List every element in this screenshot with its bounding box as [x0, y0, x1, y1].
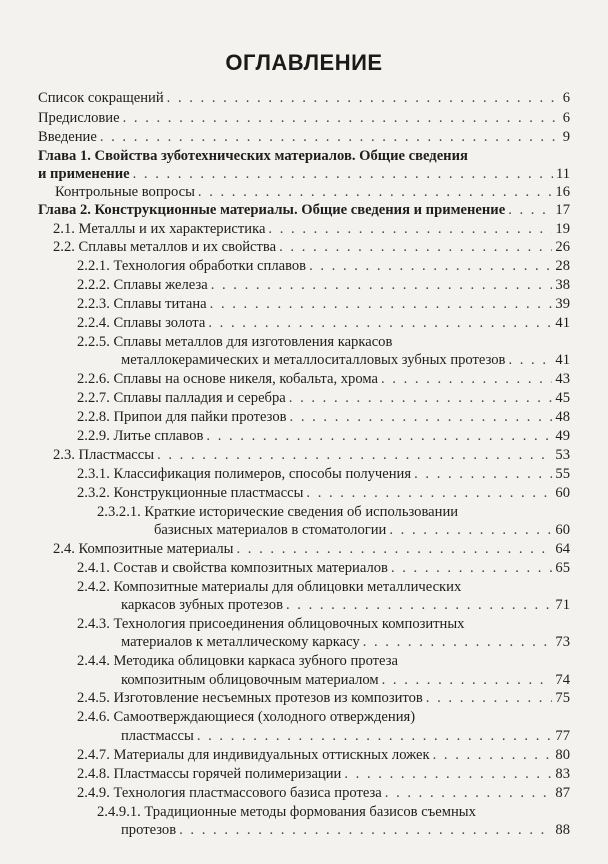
leader-dots — [391, 558, 552, 578]
toc-entry-page: 39 — [555, 296, 570, 312]
leader-dots — [309, 256, 552, 276]
leader-dots — [210, 294, 553, 314]
toc-entry-text: 2.4.9.1. Традиционные методы формования базисов съемных — [97, 804, 476, 820]
toc-entry-text: 2.4.3. Технология присоединения облицовочных композитных — [77, 616, 465, 632]
toc-entry-text: 2.3. Пластмассы — [53, 447, 155, 463]
toc-entry-text: 2.2. Сплавы металлов и их свойства — [53, 239, 277, 255]
toc-entry-text: 2.4.8. Пластмассы горячей полимеризации — [77, 766, 342, 782]
toc-entry-text: базисных материалов в стоматологии — [154, 522, 387, 538]
toc-entry — [77, 294, 570, 314]
toc-entry-text: Введение — [38, 129, 97, 145]
leader-dots — [123, 108, 560, 128]
leader-dots — [208, 313, 552, 333]
toc-entry — [121, 632, 570, 652]
toc-entry-text: 2.2.3. Сплавы титана — [77, 296, 207, 312]
toc-entry-page: 6 — [562, 110, 570, 126]
toc-entry — [77, 332, 392, 352]
toc-entry — [77, 426, 570, 446]
toc-entry-page: 41 — [555, 352, 570, 368]
toc-entry — [53, 219, 570, 239]
leader-dots — [508, 200, 552, 220]
leader-dots — [237, 539, 553, 559]
toc-entry — [121, 350, 570, 370]
toc-entry — [77, 577, 461, 597]
toc-entry-page: 80 — [555, 747, 570, 763]
leader-dots — [179, 820, 552, 840]
toc-entry-page: 49 — [555, 428, 570, 444]
toc-entry-page: 28 — [555, 258, 570, 274]
toc-entry-text: Глава 2. Конструкционные материалы. Общие сведения и применение — [38, 202, 506, 218]
toc-entry — [77, 764, 570, 784]
toc-entry-text: протезов — [121, 822, 177, 838]
toc-entry-text: 2.4.7. Материалы для индивидуальных оттискных ложек — [77, 747, 430, 763]
toc-entry-page: 65 — [555, 560, 570, 576]
toc-entry — [77, 313, 570, 333]
leader-dots — [197, 726, 553, 746]
toc-entry — [77, 745, 570, 765]
leader-dots — [279, 237, 552, 257]
toc-entry-page: 75 — [555, 690, 570, 706]
toc-entry-page: 83 — [555, 766, 570, 782]
toc-entry — [53, 237, 570, 257]
toc-entry — [121, 820, 570, 840]
toc-entry-page: 19 — [555, 221, 570, 237]
toc-entry-page: 74 — [555, 672, 570, 688]
toc-entry — [77, 275, 570, 295]
toc-entry — [53, 539, 570, 559]
toc-entry-page: 71 — [555, 597, 570, 613]
leader-dots — [389, 520, 552, 540]
toc-entry-page: 26 — [555, 239, 570, 255]
toc-entry-text: композитным облицовочным материалом — [121, 672, 379, 688]
toc-entry — [38, 108, 570, 128]
toc-entry — [121, 670, 570, 690]
toc-entry-text: Предисловие — [38, 110, 120, 126]
leader-dots — [385, 783, 553, 803]
toc-entry-text: и применение — [38, 166, 130, 182]
toc-entry-page: 43 — [555, 371, 570, 387]
leader-dots — [100, 127, 560, 147]
leader-dots — [433, 745, 553, 765]
toc-entry-text: 2.1. Металлы и их характеристика — [53, 221, 266, 237]
toc-entry-text: 2.4.1. Состав и свойства композитных материалов — [77, 560, 388, 576]
toc-entry-text: 2.4.5. Изготовление несъемных протезов из композитов — [77, 690, 423, 706]
leader-dots — [133, 164, 553, 184]
toc-entry-chapter — [38, 164, 570, 184]
toc-entry — [121, 726, 570, 746]
toc-entry-text: 2.2.4. Сплавы золота — [77, 315, 206, 331]
toc-entry-text: 2.2.8. Припои для пайки протезов — [77, 409, 287, 425]
toc-entry-page: 53 — [555, 447, 570, 463]
toc-entry-text: 2.2.5. Сплавы металлов для изготовления каркасов — [77, 334, 393, 350]
leader-dots — [344, 764, 552, 784]
toc-entry-page: 38 — [555, 277, 570, 293]
leader-dots — [206, 426, 552, 446]
toc-entry-text: 2.3.2.1. Краткие исторические сведения об использовании — [97, 504, 459, 520]
toc-entry-page: 55 — [555, 466, 570, 482]
leader-dots — [290, 407, 553, 427]
leader-dots — [289, 388, 553, 408]
toc-entry-text: 2.3.2. Конструкционные пластмассы — [77, 485, 304, 501]
toc-entry — [77, 407, 570, 427]
toc-entry — [154, 520, 570, 540]
toc-entry — [121, 595, 570, 615]
toc-entry-text: 2.2.9. Литье сплавов — [77, 428, 204, 444]
toc-entry-text: 2.4. Композитные материалы — [53, 541, 234, 557]
toc-entry-page: 41 — [555, 315, 570, 331]
toc-entry-chapter — [38, 146, 468, 166]
toc-entry-page: 60 — [555, 485, 570, 501]
toc-entry-text: 2.2.2. Сплавы железа — [77, 277, 208, 293]
toc-entry — [55, 182, 570, 202]
toc-entry-page: 9 — [562, 129, 570, 145]
toc-entry-page: 87 — [555, 785, 570, 801]
toc-entry-page: 48 — [555, 409, 570, 425]
toc-entry-text: 2.2.6. Сплавы на основе никеля, кобальта, хрома — [77, 371, 378, 387]
toc-entry-text: 2.2.1. Технология обработки сплавов — [77, 258, 307, 274]
toc-entry — [97, 502, 458, 522]
leader-dots — [286, 595, 552, 615]
toc-entry — [77, 614, 464, 634]
toc-entry — [38, 127, 570, 147]
toc-entry-page: 16 — [555, 184, 570, 200]
toc-entry-text: Контрольные вопросы — [55, 184, 195, 200]
toc-entry-page: 60 — [555, 522, 570, 538]
toc-entry-text: 2.3.1. Классификация полимеров, способы получения — [77, 466, 412, 482]
toc-entry-page: 64 — [555, 541, 570, 557]
toc-entry-text: пластмассы — [121, 728, 194, 744]
page-title: ОГЛАВЛЕНИЕ — [225, 50, 383, 75]
toc-entry — [77, 783, 570, 803]
toc-entry-page: 11 — [555, 166, 570, 182]
toc-entry-page: 17 — [555, 202, 570, 218]
toc-entry — [77, 688, 570, 708]
leader-dots — [157, 445, 552, 465]
toc-entry — [38, 88, 570, 108]
toc-entry-page: 88 — [555, 822, 570, 838]
toc-entry-text: 2.4.2. Композитные материалы для облицовки металлических — [77, 579, 462, 595]
toc-entry-text: Глава 1. Свойства зуботехнических материалов. Общие сведения — [38, 148, 468, 164]
toc-entry-page: 45 — [555, 390, 570, 406]
toc-entry — [77, 483, 570, 503]
toc-entry — [77, 707, 415, 727]
toc-entry — [77, 256, 570, 276]
toc-entry — [53, 445, 570, 465]
leader-dots — [426, 688, 553, 708]
toc-entry-text: 2.4.6. Самоотверждающиеся (холодного отверждения) — [77, 709, 416, 725]
toc-entry — [77, 464, 570, 484]
toc-entry-page: 77 — [555, 728, 570, 744]
leader-dots — [508, 350, 552, 370]
toc-entry — [77, 558, 570, 578]
toc-entry-text: каркасов зубных протезов — [121, 597, 283, 613]
leader-dots — [268, 219, 552, 239]
toc-entry-page: 73 — [555, 634, 570, 650]
leader-dots — [167, 88, 560, 108]
toc-entry-text: Список сокращений — [38, 90, 164, 106]
toc-entry-page: 6 — [562, 90, 570, 106]
leader-dots — [211, 275, 553, 295]
toc-entry — [77, 388, 570, 408]
leader-dots — [382, 670, 553, 690]
leader-dots — [363, 632, 553, 652]
leader-dots — [381, 369, 552, 389]
toc-entry-text: 2.2.7. Сплавы палладия и серебра — [77, 390, 286, 406]
toc-entry-chapter — [38, 200, 570, 220]
leader-dots — [414, 464, 552, 484]
leader-dots — [306, 483, 552, 503]
toc-entry-text: металлокерамических и металлоситалловых зубных протезов — [121, 352, 506, 368]
toc-entry — [77, 369, 570, 389]
toc-entry-text: 2.4.9. Технология пластмассового базиса протеза — [77, 785, 382, 801]
toc-entry — [77, 651, 398, 671]
leader-dots — [198, 182, 553, 202]
toc-entry-text: 2.4.4. Методика облицовки каркаса зубного протеза — [77, 653, 398, 669]
toc-entry-text: материалов к металлическому каркасу — [121, 634, 360, 650]
toc-entry — [97, 802, 476, 822]
